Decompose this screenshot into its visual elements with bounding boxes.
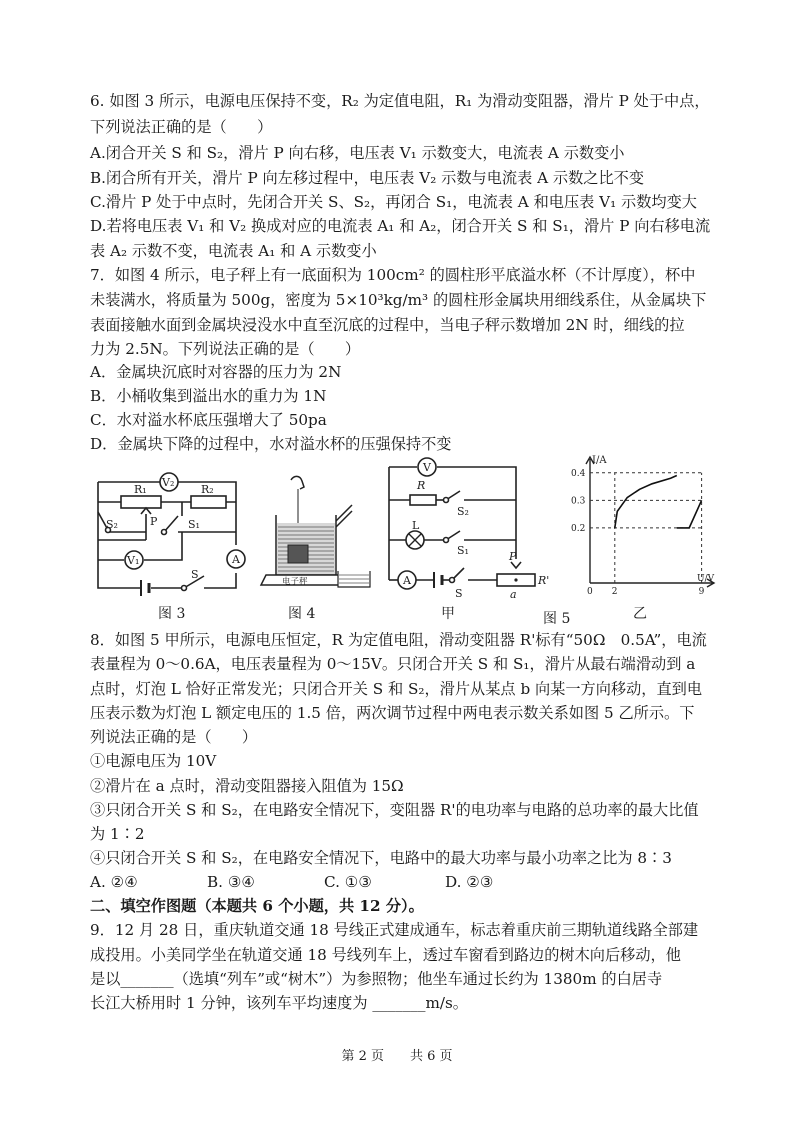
- q8-stem-line1: 8．如图 5 甲所示，电源电压恒定，R 为定值电阻，滑动变阻器 R'标有“50Ω 0.5A”，电流: [90, 631, 707, 649]
- figure-5-caption: 图 5: [543, 611, 571, 627]
- fig3-s1-label: S₁: [188, 518, 200, 531]
- fig3-v1-label: V₁: [127, 554, 140, 567]
- x-tick-label-0: 0: [587, 587, 593, 597]
- q6-option-c: C.滑片 P 处于中点时，先闭合开关 S、S₂，再闭合 S₁，电流表 A 和电压表 V₁ 示数均变大: [90, 193, 697, 211]
- x-tick-label-2: 9: [698, 587, 705, 597]
- fig5a-v-label: V: [423, 461, 431, 474]
- figure-3-caption: 图 3: [158, 606, 186, 622]
- fig3-r2-label: R₂: [201, 483, 214, 496]
- y-axis-label: I/A: [592, 455, 607, 466]
- q6-stem-line1: 6. 如图 3 所示，电源电压保持不变，R₂ 为定值电阻，R₁ 为滑动变阻器，滑片 P 处于中点，: [90, 92, 710, 110]
- figure-4-caption: 图 4: [288, 606, 316, 622]
- q8-statement-2: ②滑片在 a 点时，滑动变阻器接入阻值为 15Ω: [90, 777, 404, 795]
- q6-option-d-line1: D.若将电压表 V₁ 和 V₂ 换成对应的电流表 A₁ 和 A₂，闭合开关 S 和 S₁，滑片 P 向右移电流: [90, 217, 711, 235]
- q6-option-d-line2: 表 A₂ 示数不变，电流表 A₁ 和 A 示数变小: [90, 242, 377, 260]
- fig5a-s-label: S: [455, 587, 463, 600]
- q7-stem-line3: 表面接触水面到金属块浸没水中直至沉底的过程中，当电子秤示数增加 2N 时，细线的拉: [90, 316, 685, 334]
- q7-option-b: B．小桶收集到溢出水的重力为 1N: [90, 387, 327, 405]
- q8-option-b: B. ③④: [207, 873, 256, 891]
- series-line-1: [677, 500, 702, 528]
- series-line-0: [615, 476, 677, 528]
- q9-line4: 长江大桥用时 1 分钟，该列车平均速度为 _______m/s。: [90, 994, 468, 1012]
- fig5a-a-label: A: [403, 574, 411, 587]
- q9-line1: 9．12 月 28 日，重庆轨道交通 18 号线正式建成通车，标志着重庆前三期轨道线路全部建: [90, 921, 699, 939]
- fig5a-s1-label: S₁: [457, 544, 469, 557]
- fig3-v2-label: V₂: [162, 476, 175, 489]
- q7-option-d: D．金属块下降的过程中，水对溢水杯的压强保持不变: [90, 435, 452, 453]
- fig3-p-label: P: [150, 515, 158, 528]
- figure-4-overflow-cup: [256, 475, 374, 597]
- q7-option-c: C．水对溢水杯底压强增大了 50pa: [90, 411, 327, 429]
- figure-5b-iu-graph: [562, 453, 720, 601]
- fig3-s-label: S: [191, 568, 199, 581]
- figure-5a-circuit: [384, 455, 554, 600]
- q8-option-a: A. ②④: [90, 873, 138, 891]
- q8-statement-4: ④只闭合开关 S 和 S₂，在电路安全情况下，电路中的最大功率与最小功率之比为 8∶3: [90, 849, 672, 867]
- y-tick-label-2: 0.4: [571, 468, 586, 479]
- q7-stem-line1: 7．如图 4 所示，电子秤上有一底面积为 100cm² 的圆柱形平底溢水杯（不计厚度），杯中: [90, 266, 696, 284]
- q9-line3: 是以_______（选填“列车”或“树木”）为参照物；他坐车通过长约为 1380m 的白居寺: [90, 970, 663, 988]
- q8-option-d: D. ②③: [445, 873, 494, 891]
- fig3-r1-label: R₁: [134, 483, 147, 496]
- page-footer: 第 2 页 共 6 页: [341, 1049, 453, 1064]
- figure-5b-caption: 乙: [633, 606, 647, 622]
- figure-3-circuit: [86, 470, 246, 605]
- q7-stem-line2: 未装满水，将质量为 500g，密度为 5×10³kg/m³ 的圆柱形金属块用细线系住，从金属块下: [90, 291, 707, 309]
- fig5a-p-label: P: [509, 550, 517, 563]
- q8-statement-3-line1: ③只闭合开关 S 和 S₂，在电路安全情况下，变阻器 R'的电功率与电路的总功率的最大比值: [90, 801, 699, 819]
- x-axis-label: U/V: [697, 574, 715, 584]
- q8-stem-line3: 点时，灯泡 L 恰好正常发光；只闭合开关 S 和 S₂，滑片从某点 b 向某一方向移动，直到电: [90, 680, 703, 698]
- fig5a-a-point-label: a: [510, 588, 517, 600]
- figure-5a-caption: 甲: [441, 606, 455, 622]
- fig5a-rprime-label: R': [538, 574, 550, 587]
- x-tick-label-1: 2: [611, 587, 618, 597]
- q7-option-a: A．金属块沉底时对容器的压力为 2N: [90, 363, 342, 381]
- q6-option-b: B.闭合所有开关，滑片 P 向左移过程中，电压表 V₂ 示数与电流表 A 示数之比不变: [90, 169, 645, 187]
- y-tick-label-1: 0.3: [571, 496, 586, 507]
- q8-option-c: C. ①③: [324, 873, 372, 891]
- fig5a-s2-label: S₂: [457, 505, 469, 518]
- q8-statement-1: ①电源电压为 10V: [90, 752, 217, 770]
- fig3-a-label: A: [232, 553, 240, 566]
- section-2-title: 二、填空作图题（本题共 6 个小题，共 12 分）。: [90, 897, 424, 915]
- q8-stem-line2: 表量程为 0～0.6A，电压表量程为 0～15V。只闭合开关 S 和 S₁，滑片从最右端滑动到 a: [90, 655, 696, 673]
- q6-option-a: A.闭合开关 S 和 S₂，滑片 P 向右移，电压表 V₁ 示数变大，电流表 A 示数变小: [90, 144, 625, 162]
- q8-statement-3-line2: 为 1∶2: [90, 825, 145, 843]
- y-tick-label-0: 0.2: [571, 523, 586, 534]
- fig3-s2-label: S₂: [106, 518, 118, 531]
- q8-stem-line5: 列说法正确的是（ ）: [90, 728, 258, 746]
- q9-line2: 成投用。小美同学坐在轨道交通 18 号线列车上，透过车窗看到路边的树木向后移动，他: [90, 946, 681, 964]
- q6-stem-line2: 下列说法正确的是（ ）: [90, 118, 273, 136]
- fig4-scale-label: 电子秤: [282, 577, 308, 587]
- fig5a-l-label: L: [412, 519, 420, 532]
- q7-stem-line4: 力为 2.5N。下列说法正确的是（ ）: [90, 340, 361, 358]
- fig5a-r-label: R: [417, 479, 426, 492]
- q8-stem-line4: 压表示数为灯泡 L 额定电压的 1.5 倍，两次调节过程中两电表示数关系如图 5 乙所示。下: [90, 704, 695, 722]
